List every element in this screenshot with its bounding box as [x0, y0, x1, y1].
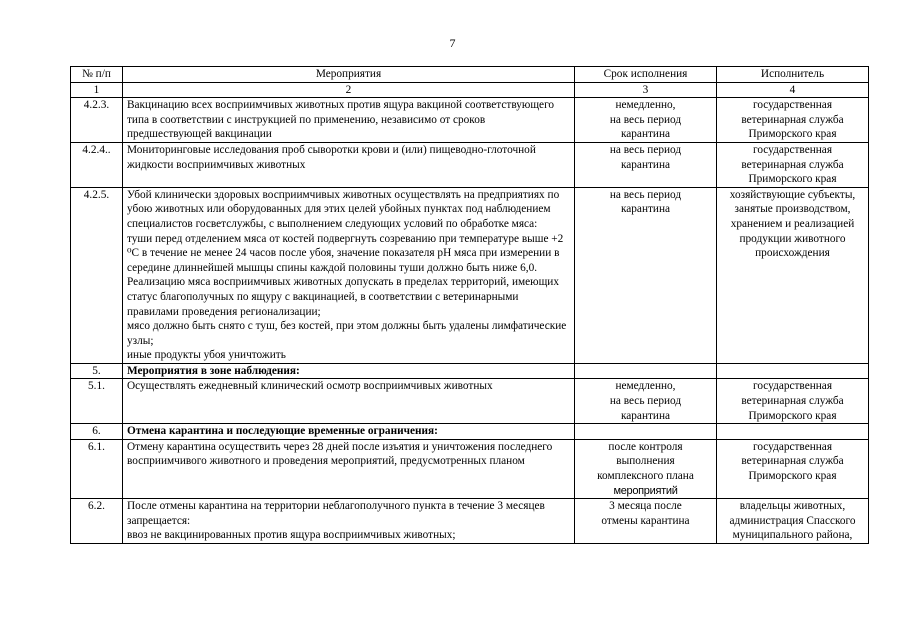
term-line: комплексного плана: [597, 470, 694, 483]
column-number: 2: [123, 82, 575, 98]
executor-cell: [717, 363, 869, 379]
measure-description: [123, 187, 575, 363]
term-line: на весь период: [609, 188, 682, 201]
measure-paragraph: мясо должно быть снято с туш, без костей, при этом должны быть удалены лимфатические узлы;: [127, 320, 567, 347]
row-number: 6.: [71, 424, 123, 440]
executor-cell: [717, 98, 869, 143]
header-number: № п/п: [71, 67, 123, 83]
term-line: немедленно,: [615, 380, 676, 393]
table-row: [71, 379, 869, 424]
term-cell: [575, 424, 717, 440]
row-number: 6.2.: [71, 499, 123, 544]
row-number: 5.: [71, 363, 123, 379]
term-line: карантина: [620, 128, 671, 141]
executor-line: продукции животного: [739, 232, 846, 245]
measure-paragraph: Реализацию мяса восприимчивых животных допускать в пределах территорий, имеющих статус благополучных по ящуру с вакцинацией, в соответствии с ветеринарными правилами проведения регионализации;: [127, 276, 559, 318]
term-cell: [575, 363, 717, 379]
measure-paragraph: ввоз не вакцинированных против ящура восприимчивых животных;: [127, 529, 456, 542]
term-cell: [575, 379, 717, 424]
measure-description: [123, 499, 575, 544]
executor-cell: [717, 439, 869, 498]
executor-line: хозяйствующие субъекты,: [729, 188, 856, 201]
executor-line: Приморского края: [748, 409, 837, 422]
header-row: [71, 67, 869, 83]
executor-line: ветеринарная служба: [741, 395, 844, 408]
row-number: 4.2.4..: [71, 142, 123, 187]
executor-line: ветеринарная служба: [741, 455, 844, 468]
column-number: 1: [71, 82, 123, 98]
section-row: [71, 363, 869, 379]
executor-line: Приморского края: [748, 128, 837, 141]
term-line: карантина: [620, 409, 671, 422]
executor-line: государственная: [752, 143, 833, 156]
term-line: выполнения: [616, 455, 675, 468]
executor-line: государственная: [752, 380, 833, 393]
measure-description: [123, 439, 575, 498]
executor-line: происхождения: [755, 247, 830, 260]
term-cell: [575, 98, 717, 143]
measure-description: [123, 142, 575, 187]
measure-paragraph: Убой клинически здоровых восприимчивых животных осуществлять на предприятиях по убою животных или оборудованных для этих целей убойных пунктах под наблюдением специалистов госветслужбы, с выполнением следующих условий по обработке мяса:: [127, 188, 560, 230]
measure-paragraph: Вакцинацию всех восприимчивых животных против ящура вакциной соответствующего типа в соответствии с инструкцией по применению, независимо от сроков предшествующей вакцинации: [127, 99, 555, 141]
measure-paragraph: Отмену карантина осуществить через 28 дней после изъятия и уничтожения последнего восприимчивого животного и проведения мероприятий, предусмотренных планом: [127, 440, 553, 468]
term-line: карантина: [620, 203, 671, 216]
header-measures: Мероприятия: [123, 67, 575, 83]
measure-description: [123, 379, 575, 424]
term-cell: [575, 187, 717, 363]
executor-line: государственная: [752, 440, 833, 453]
table-row: [71, 98, 869, 143]
measure-paragraph: Осуществлять ежедневный клинический осмотр восприимчивых животных: [127, 380, 493, 393]
term-line: на весь период: [609, 143, 682, 156]
row-number: 6.1.: [71, 439, 123, 498]
executor-cell: [717, 142, 869, 187]
executor-line: Приморского края: [748, 173, 837, 186]
measure-paragraph: туши перед отделением мяса от костей подвергнуть созреванию при температуре выше +2 ⁰С в течение не менее 24 часов после убоя, значение показателя pH мяса при измерении в середине длиннейшей мышцы спины каждой половины туши должно быть ниже 6,0.: [127, 232, 564, 274]
table-row: [71, 187, 869, 363]
term-line: на весь период: [609, 113, 682, 126]
executor-line: ветеринарная служба: [741, 158, 844, 171]
measure-paragraph: Отмена карантина и последующие временные ограничения:: [127, 425, 438, 438]
executor-line: ветеринарная служба: [741, 113, 844, 126]
executor-cell: [717, 499, 869, 544]
term-line: немедленно,: [615, 99, 676, 112]
section-title: [123, 363, 575, 379]
measure-paragraph: Мероприятия в зоне наблюдения:: [127, 364, 300, 377]
header-term: Срок исполнения: [575, 67, 717, 83]
column-number-row: [71, 82, 869, 98]
executor-line: занятые производством,: [734, 203, 851, 216]
row-number: 4.2.3.: [71, 98, 123, 143]
table-row: [71, 499, 869, 544]
measure-description: [123, 98, 575, 143]
measures-table: [70, 66, 869, 544]
row-number: 5.1.: [71, 379, 123, 424]
term-line: после контроля: [608, 440, 683, 453]
header-executor: Исполнитель: [717, 67, 869, 83]
executor-line: владельцы животных,: [739, 500, 846, 513]
executor-line: администрация Спасского: [729, 514, 856, 527]
term-cell: [575, 499, 717, 544]
column-number: 3: [575, 82, 717, 98]
term-line: на весь период: [609, 395, 682, 408]
executor-cell: [717, 424, 869, 440]
term-line: мероприятий: [613, 484, 678, 497]
term-line: отмены карантина: [601, 514, 690, 527]
executor-line: Приморского края: [748, 470, 837, 483]
term-cell: [575, 142, 717, 187]
section-row: [71, 424, 869, 440]
term-cell: [575, 439, 717, 498]
table-row: [71, 439, 869, 498]
page-number: 7: [449, 36, 456, 50]
measure-paragraph: Мониторинговые исследования проб сыворотки крови и (или) пищеводно-глоточной жидкости восприимчивых животных: [127, 143, 536, 171]
section-title: [123, 424, 575, 440]
measure-paragraph: После отмены карантина на территории неблагополучного пункта в течение 3 месяцев запрещается:: [127, 500, 545, 527]
executor-cell: [717, 187, 869, 363]
column-number: 4: [717, 82, 869, 98]
measure-paragraph: иные продукты убоя уничтожить: [127, 349, 286, 362]
table-row: [71, 142, 869, 187]
executor-line: муниципального района,: [732, 529, 853, 542]
term-line: 3 месяца после: [609, 500, 682, 513]
executor-line: государственная: [752, 99, 833, 112]
executor-cell: [717, 379, 869, 424]
row-number: 4.2.5.: [71, 187, 123, 363]
term-line: карантина: [620, 158, 671, 171]
executor-line: хранением и реализацией: [730, 217, 855, 230]
